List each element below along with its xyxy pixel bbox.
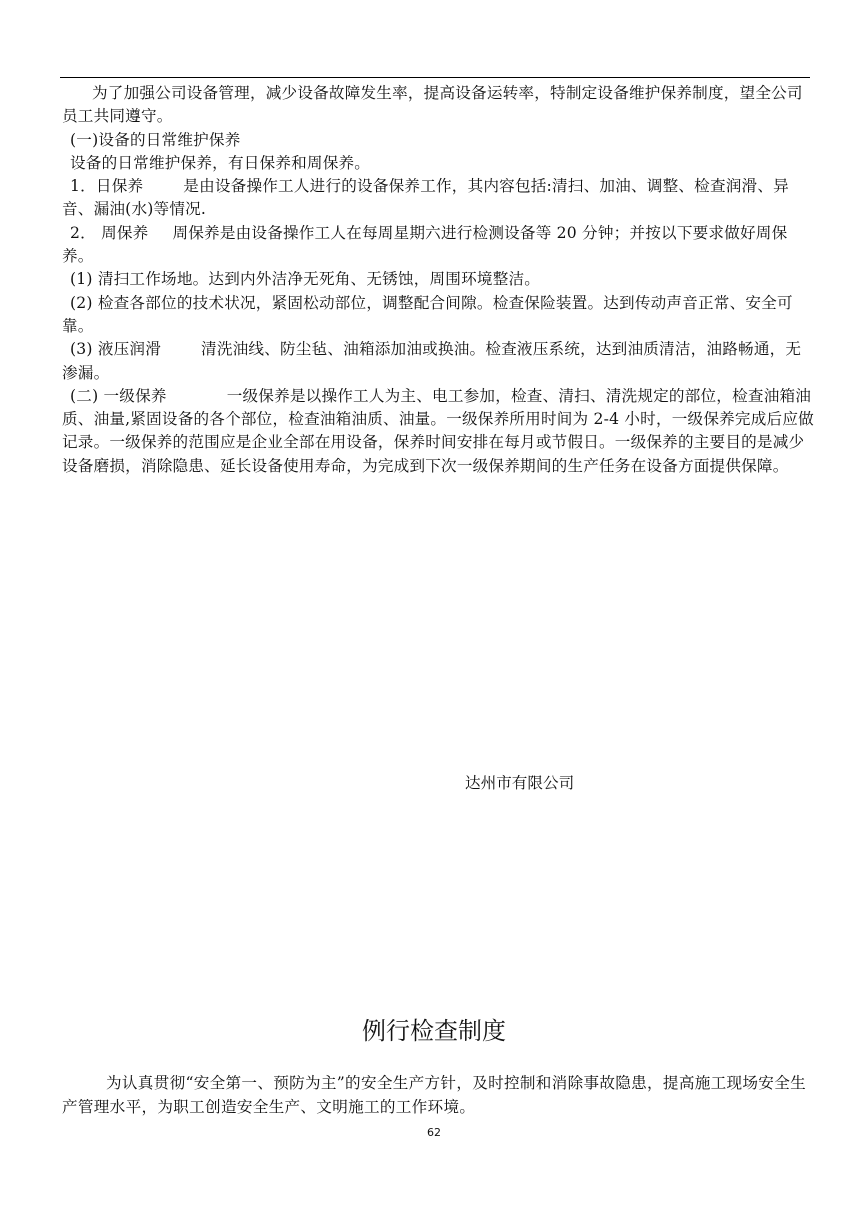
intro-paragraph: 为了加强公司设备管理，减少设备故障发生率，提高设备运转率，特制定设备维护保养制度，望全公司员工共同遵守。 (62, 84, 803, 126)
sub-item-3 (62, 338, 814, 385)
closing-paragraph: 为认真贯彻“安全第一、预防为主”的安全生产方针，及时控制和消除事故隐患，提高施工现场安全生产管理水平，为职工创造安全生产、文明施工的工作环境。 (62, 1074, 806, 1116)
header-rule (60, 77, 810, 78)
section-1-lead: 设备的日常维护保养，有日保养和周保养。 (70, 153, 371, 172)
item-2-text: 周保养是由设备操作工人在每周星期六进行检测设备等 20 分钟；并按以下要求做好周保养。 (62, 223, 788, 266)
page-number: 62 (427, 1126, 441, 1139)
section-2-text: 一级保养是以操作工人为主、电工参加，检查、清扫、清洗规定的部位，检查油箱油质、油量,紧固设备的各个部位，检查油箱油质、油量。一级保养所用时间为 2-4 小时，一级保养完成后应做记录。一级保养的范围应是企业全部在用设备，保养时间安排在每月或节假日。一级保养的主要目的是减少设备磨损，消除隐患、延长设备使用寿命，为完成到下次一级保养期间的生产任务在设备方面提供保障。 (62, 386, 814, 475)
body-text (62, 82, 814, 478)
sub-item-2: (2) 检查各部位的技术状况，紧固松动部位，调整配合间隙。检查保险装置。达到传动声音正常、安全可靠。 (62, 293, 793, 335)
item-1-paragraph (62, 175, 814, 222)
closing-text (62, 1071, 814, 1119)
sub-item-3-text: 清洗油线、防尘毡、油箱添加油或换油。检查液压系统，达到油质清洁，油路畅通，无渗漏。 (62, 340, 802, 382)
item-2-label: 2． 周保养 (70, 223, 149, 242)
sub-item-1: (1) 清扫工作场地。达到内外洁净无死角、无锈蚀，周围环境整洁。 (70, 270, 541, 289)
item-2-paragraph (62, 222, 814, 269)
item-1-text: 是由设备操作工人进行的设备保养工作，其内容包括:清扫、加油、调整、检查润滑、异音、漏油(水)等情况. (62, 177, 789, 219)
item-1-label: 1．日保养 (70, 177, 144, 196)
section-2-paragraph (62, 385, 814, 478)
section-2-label: (二) 一级保养 (70, 386, 167, 405)
section-1-heading: (一)设备的日常维护保养 (70, 130, 241, 149)
sub-item-3-label: (3) 液压润滑 (70, 340, 162, 359)
section-title: 例行检查制度 (362, 1017, 506, 1045)
company-name: 达州市有限公司 (465, 774, 575, 792)
